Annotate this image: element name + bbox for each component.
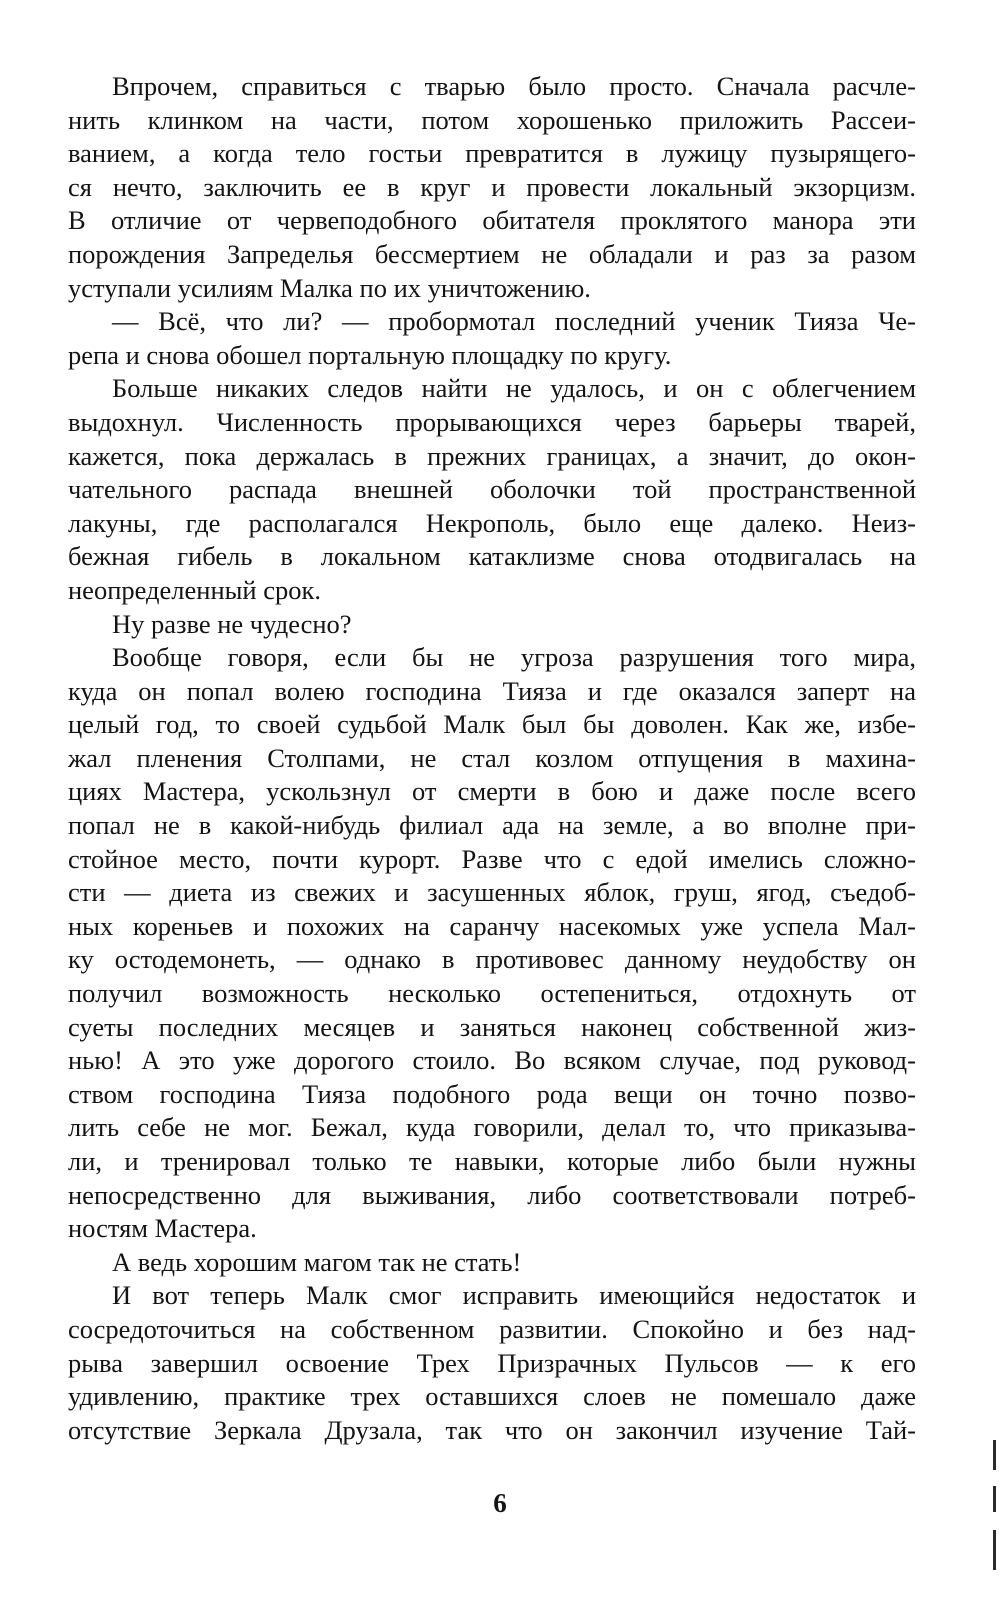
text-line: ку остодемонеть, — однако в противовес данному неудобству он xyxy=(68,944,916,975)
text-line: ли, и тренировал только те навыки, которые либо были нужны xyxy=(68,1146,916,1176)
text-line: лить себе не мог. Бежал, куда говорили, делал то, что приказыва- xyxy=(68,1112,916,1143)
text-line: рыва завершил освоение Трех Призрачных Пульсов — к его xyxy=(68,1347,916,1378)
text-line: выдохнул. Численность прорывающихся через барьеры тварей, xyxy=(68,406,916,437)
text-line: суеты последних месяцев и заняться наконец собственной жиз- xyxy=(68,1011,916,1042)
text-line: А ведь хорошим магом так не стать! xyxy=(112,1246,522,1277)
text-line: сти — диета из свежих и засушенных яблок, груш, ягод, съедоб- xyxy=(68,877,916,908)
text-line: циях Мастера, ускользнул от смерти в бою и даже после всего xyxy=(68,776,916,807)
text-line: уступали усилиям Малка по их уничтожению. xyxy=(68,272,591,303)
scan-edge-mark xyxy=(993,1440,996,1470)
text-line: целый год, то своей судьбой Малк был бы доволен. Как же, избе- xyxy=(68,709,916,740)
text-line: жал пленения Столпами, не стал козлом отпущения в махина- xyxy=(68,742,916,773)
text-line: бежная гибель в локальном катаклизме снова отодвигалась на xyxy=(68,541,916,572)
text-line: Ну разве не чудесно? xyxy=(112,608,352,639)
scan-edge-mark xyxy=(993,1530,996,1570)
text-line: неопределенный срок. xyxy=(68,574,322,605)
text-line: попал не в какой-нибудь филиал ада на земле, а во вполне при- xyxy=(68,810,916,841)
text-line: кажется, пока держалась в прежних границах, а значит, до окон- xyxy=(68,440,916,471)
text-line: ством господина Тияза подобного рода вещи он точно позво- xyxy=(68,1078,916,1109)
text-line: непосредственно для выживания, либо соответствовали потреб- xyxy=(68,1179,916,1210)
text-line: чательного распада внешней оболочки той пространственной xyxy=(68,474,916,505)
text-line: ванием, а когда тело гостьи превратится в лужицу пузырящего- xyxy=(68,138,916,169)
text-line: ных кореньев и похожих на саранчу насекомых уже успела Мал- xyxy=(68,910,916,941)
text-line: куда он попал волею господина Тияза и где оказался заперт на xyxy=(68,675,916,706)
body-text xyxy=(68,70,916,1447)
page-number: 6 xyxy=(493,1488,507,1518)
text-line: — Всё, что ли? — пробормотал последний ученик Тияза Че- xyxy=(112,306,916,337)
text-line: Впрочем, справиться с тварью было просто. Сначала расчле- xyxy=(112,71,916,101)
text-line: получил возможность несколько остепениться, отдохнуть от xyxy=(68,978,916,1009)
text-line: нью! А это уже дорогого стоило. Во всяком случае, под руковод- xyxy=(68,1045,916,1076)
text-line: репа и снова обошел портальную площадку по кругу. xyxy=(68,339,672,370)
text-line: ностям Мастера. xyxy=(68,1213,257,1244)
text-line: отсутствие Зеркала Друзала, так что он закончил изучение Тай- xyxy=(68,1414,916,1445)
text-line: порождения Запределья бессмертием не обладали и раз за разом xyxy=(68,238,916,269)
text-line: Вообще говоря, если бы не угроза разрушения того мира, xyxy=(112,642,916,673)
text-line: сосредоточиться на собственном развитии. Спокойно и без над- xyxy=(68,1313,916,1344)
text-line: Больше никаких следов найти не удалось, и он с облегчением xyxy=(112,373,916,404)
text-line: ся нечто, заключить ее в круг и провести локальный экзорцизм. xyxy=(68,171,916,202)
text-line: В отличие от червеподобного обитателя проклятого манора эти xyxy=(68,205,916,236)
text-line: удивлению, практике трех оставшихся слоев не помешало даже xyxy=(68,1381,916,1412)
scan-edge-mark xyxy=(993,1486,996,1512)
text-line: стойное место, почти курорт. Разве что с едой имелись сложно- xyxy=(68,843,916,874)
text-line: нить клинком на части, потом хорошенько приложить Рассеи- xyxy=(68,104,916,135)
text-line: лакуны, где располагался Некрополь, было еще далеко. Неиз- xyxy=(68,507,916,538)
text-line: И вот теперь Малк смог исправить имеющийся недостаток и xyxy=(112,1280,916,1311)
